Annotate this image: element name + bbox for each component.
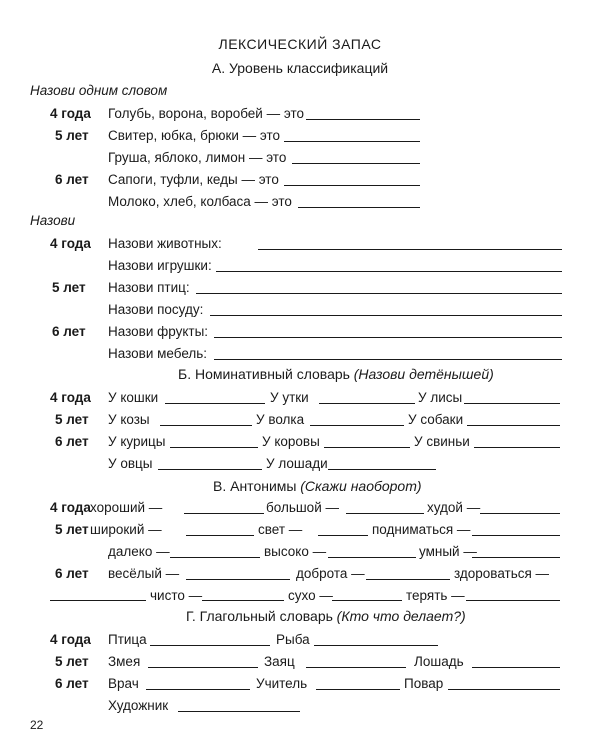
task-text: свет —: [258, 522, 303, 537]
task-text: Молоко, хлеб, колбаса — это: [108, 194, 292, 209]
answer-line[interactable]: [284, 185, 420, 186]
task-text: Груша, яблоко, лимон — это: [108, 150, 287, 165]
answer-line[interactable]: [160, 425, 252, 426]
answer-line[interactable]: [186, 535, 254, 536]
task-text: Художник: [108, 698, 169, 713]
answer-line[interactable]: [202, 600, 284, 601]
answer-line[interactable]: [480, 513, 560, 514]
task-text: У курицы: [108, 434, 166, 449]
task-text: умный —: [419, 544, 477, 559]
answer-line[interactable]: [472, 557, 560, 558]
task-text: Заяц: [264, 654, 295, 669]
answer-line[interactable]: [328, 469, 436, 470]
answer-line[interactable]: [258, 249, 562, 250]
answer-line[interactable]: [310, 425, 404, 426]
age-label: 5 лет: [55, 128, 89, 143]
age-label: 6 лет: [55, 434, 89, 449]
answer-line[interactable]: [158, 469, 262, 470]
task-text: Назови животных:: [108, 236, 222, 251]
answer-line[interactable]: [186, 579, 290, 580]
age-label: 6 лет: [55, 172, 89, 187]
task-text: доброта —: [296, 566, 365, 581]
age-label: 4 года: [50, 236, 91, 251]
task-text: Птица: [108, 632, 147, 647]
task-text: Лошадь: [414, 654, 464, 669]
answer-line[interactable]: [50, 600, 146, 601]
age-label: 6 лет: [55, 676, 89, 691]
answer-line[interactable]: [196, 293, 562, 294]
age-label: 5 лет: [55, 412, 89, 427]
answer-line[interactable]: [332, 600, 402, 601]
answer-line[interactable]: [314, 645, 438, 646]
answer-line[interactable]: [467, 425, 560, 426]
task-text: высоко —: [264, 544, 327, 559]
answer-line[interactable]: [214, 359, 562, 360]
age-label: 4 года: [50, 500, 91, 515]
age-label: 4 года: [50, 106, 91, 121]
age-label: 6 лет: [55, 566, 89, 581]
answer-line[interactable]: [146, 689, 250, 690]
task-text: Назови фрукты:: [108, 324, 209, 339]
answer-line[interactable]: [292, 163, 420, 164]
answer-line[interactable]: [306, 667, 406, 668]
section-a-heading: А. Уровень классификаций: [211, 60, 389, 76]
section-g-heading: Г. Глагольный словарь (Кто что делает?): [186, 608, 466, 624]
task-text: сухо —: [288, 588, 333, 603]
task-text: У свиньи: [414, 434, 470, 449]
age-label: 5 лет: [55, 522, 89, 537]
task-text: Назови мебель:: [108, 346, 208, 361]
answer-line[interactable]: [165, 403, 265, 404]
task-text: широкий —: [90, 522, 162, 537]
age-label: 4 года: [50, 390, 91, 405]
answer-line[interactable]: [284, 141, 420, 142]
answer-line[interactable]: [466, 600, 560, 601]
answer-line[interactable]: [148, 667, 258, 668]
answer-line[interactable]: [472, 535, 560, 536]
task-text: Голубь, ворона, воробей — это: [108, 106, 304, 121]
answer-line[interactable]: [298, 207, 420, 208]
age-label: 5 лет: [52, 280, 86, 295]
task-text: У коровы: [262, 434, 320, 449]
age-label: 4 года: [50, 632, 91, 647]
task-text: Рыба: [276, 632, 310, 647]
task-text: Свитер, юбка, брюки — это: [108, 128, 281, 143]
task-text: Назови игрушки:: [108, 258, 212, 273]
answer-line[interactable]: [346, 513, 424, 514]
answer-line[interactable]: [306, 119, 420, 120]
task-text: У собаки: [408, 412, 464, 427]
answer-line[interactable]: [448, 689, 560, 690]
answer-line[interactable]: [170, 557, 260, 558]
task-text: Назови птиц:: [108, 280, 190, 295]
task-text: У лошади: [266, 456, 328, 471]
answer-line[interactable]: [319, 403, 415, 404]
task-text: терять —: [406, 588, 465, 603]
answer-line[interactable]: [210, 315, 562, 316]
task-text: Учитель: [256, 676, 308, 691]
task-text: У овцы: [108, 456, 153, 471]
task-text: Назови посуду:: [108, 302, 204, 317]
answer-line[interactable]: [324, 447, 410, 448]
page-title: ЛЕКСИЧЕСКИЙ ЗАПАС: [218, 36, 382, 52]
section-a-part2-label: Назови: [30, 213, 76, 228]
section-b-heading: Б. Номинативный словарь (Назови детёнышей): [178, 366, 494, 382]
answer-line[interactable]: [178, 711, 300, 712]
task-text: хороший —: [90, 500, 163, 515]
task-text: Сапоги, туфли, кеды — это: [108, 172, 279, 187]
age-label: 6 лет: [52, 324, 86, 339]
task-text: весёлый —: [108, 566, 180, 581]
section-a-part1-label: Назови одним словом: [30, 83, 168, 98]
task-text: худой —: [427, 500, 481, 515]
task-text: чисто —: [150, 588, 203, 603]
task-text: Врач: [108, 676, 139, 691]
task-text: У козы: [108, 412, 150, 427]
answer-line[interactable]: [214, 337, 562, 338]
task-text: здороваться —: [454, 566, 550, 581]
answer-line[interactable]: [474, 447, 560, 448]
task-text: большой —: [266, 500, 339, 515]
task-text: У лисы: [418, 390, 463, 405]
page-number: 22: [30, 718, 44, 732]
answer-line[interactable]: [464, 403, 560, 404]
answer-line[interactable]: [318, 535, 368, 536]
task-text: Змея: [108, 654, 141, 669]
answer-line[interactable]: [472, 667, 560, 668]
answer-line[interactable]: [316, 689, 400, 690]
answer-line[interactable]: [366, 579, 450, 580]
answer-line[interactable]: [184, 513, 264, 514]
task-text: подниматься —: [372, 522, 471, 537]
task-text: далеко —: [108, 544, 170, 559]
answer-line[interactable]: [150, 645, 270, 646]
answer-line[interactable]: [216, 271, 562, 272]
task-text: У кошки: [108, 390, 159, 405]
task-text: Повар: [404, 676, 444, 691]
task-text: У утки: [270, 390, 309, 405]
task-text: У волка: [256, 412, 305, 427]
section-v-heading: В. Антонимы (Скажи наоборот): [213, 478, 422, 494]
answer-line[interactable]: [328, 557, 416, 558]
age-label: 5 лет: [55, 654, 89, 669]
answer-line[interactable]: [170, 447, 258, 448]
